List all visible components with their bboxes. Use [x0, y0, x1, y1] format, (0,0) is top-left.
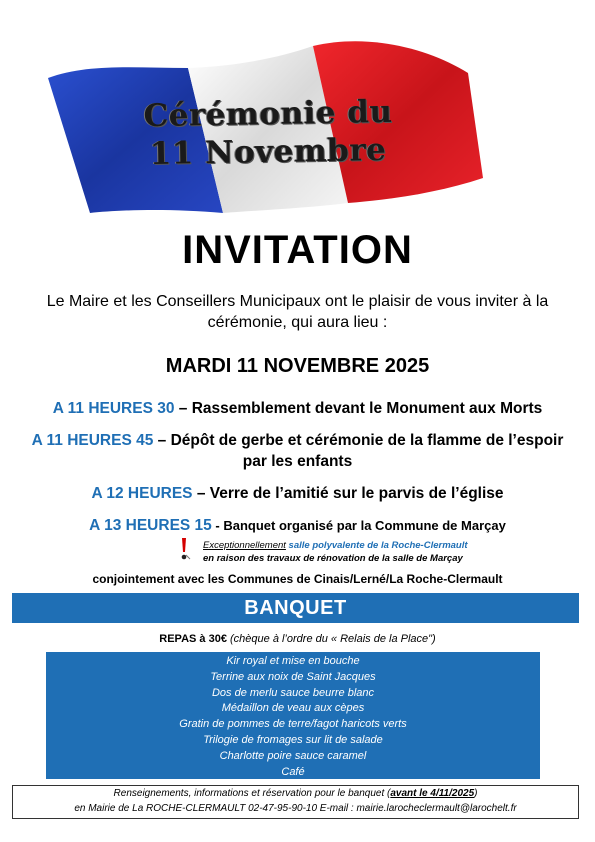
flag-title-line1: Cérémonie du	[143, 93, 393, 135]
menu-list	[46, 652, 540, 780]
flag-title-line2: 11 Novembre	[149, 131, 387, 173]
schedule-text: - Banquet organisé par la Commune de Marçay	[211, 518, 506, 533]
schedule-text: – Verre de l’amitié sur le parvis de l’église	[192, 485, 504, 502]
schedule-item	[20, 483, 575, 504]
menu-item: Charlotte poire sauce caramel	[219, 749, 367, 762]
banquet-heading: BANQUET	[12, 593, 579, 623]
schedule-time: A 12 HEURES	[91, 485, 193, 502]
schedule-item	[20, 398, 575, 419]
invitation-title: INVITATION	[182, 228, 413, 272]
meal-price-note: (chèque à l’ordre du « Relais de la Place")	[226, 633, 436, 645]
menu-item: Kir royal et mise en bouche	[226, 655, 360, 667]
menu-item: Trilogie de fromages sur lit de salade	[203, 733, 383, 746]
info-text: Renseignements, informations et réservation pour le banquet (	[113, 788, 391, 799]
menu-item: Médaillon de veau aux cèpes	[221, 702, 365, 715]
meal-price	[0, 633, 595, 645]
menu-item: Gratin de pommes de terre/fagot haricots verts	[179, 718, 407, 731]
schedule-text: – Rassemblement devant le Monument aux Morts	[174, 400, 543, 417]
schedule-item	[20, 430, 575, 472]
info-line2: en Mairie de La ROCHE-CLERMAULT 02-47-95-90-10 E-mail : mairie.larocheclermault@larochelt.fr	[74, 803, 517, 814]
schedule-item	[20, 515, 575, 536]
schedule-time: A 13 HEURES 15	[89, 517, 212, 534]
info-box	[12, 785, 579, 819]
intro-text: Le Maire et les Conseillers Municipaux ont le plaisir de vous inviter à la cérémonie, qui aura lieu :	[46, 293, 549, 331]
meal-price-label: REPAS à 30€	[159, 633, 227, 645]
info-text-end: )	[474, 788, 478, 799]
menu-item: Dos de merlu sauce beurre blanc	[211, 686, 375, 699]
exception-note	[170, 539, 530, 565]
event-date: MARDI 11 NOVEMBRE 2025	[165, 355, 430, 377]
exception-reason: en raison des travaux de rénovation de la salle de Marçay	[203, 553, 463, 564]
menu-item: Terrine aux noix de Saint Jacques	[210, 670, 376, 683]
menu-box	[46, 652, 540, 779]
jointly-text: conjointement avec les Communes de Cinais/Lerné/La Roche-Clermault	[92, 572, 503, 586]
info-deadline: avant le 4/11/2025	[390, 788, 475, 799]
exception-word: Exceptionnellement	[203, 540, 286, 551]
schedule-time: A 11 HEURES 45	[31, 432, 154, 449]
exception-location: salle polyvalente de la Roche-Clermault	[285, 540, 468, 551]
info-line1	[13, 786, 578, 801]
schedule-time: A 11 HEURES 30	[52, 400, 175, 417]
menu-item: Café	[281, 765, 305, 778]
schedule-text: – Dépôt de gerbe et cérémonie de la flamme de l’espoir par les enfants	[153, 432, 564, 470]
